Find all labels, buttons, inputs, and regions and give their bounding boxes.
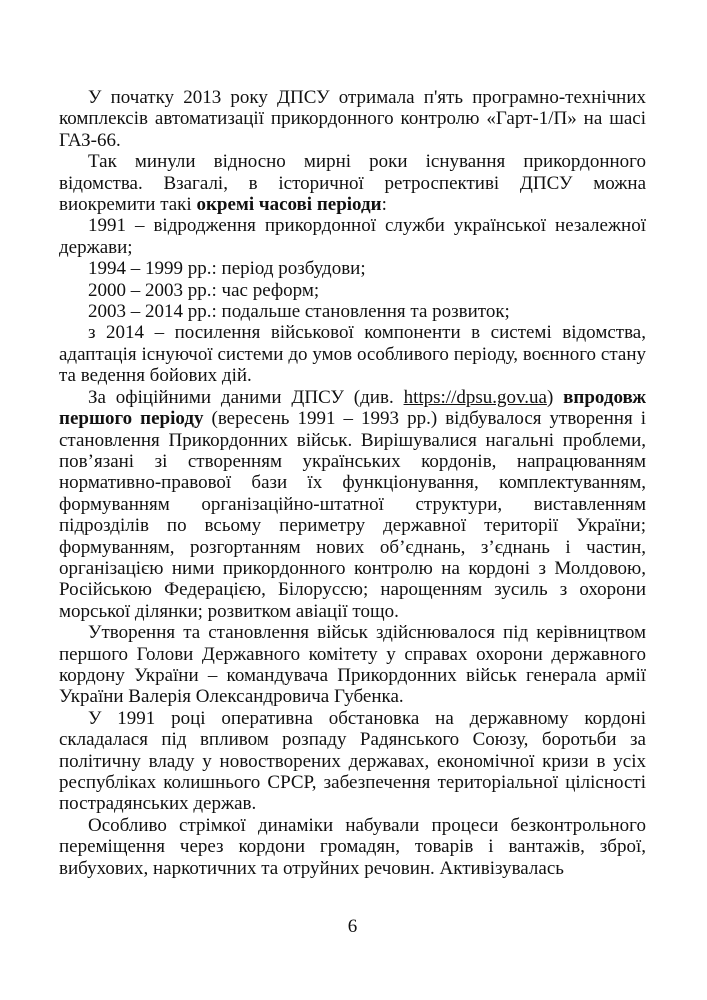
paragraph [59, 301, 646, 322]
paragraph [59, 322, 646, 386]
paragraph [59, 622, 646, 708]
paragraph [59, 815, 646, 879]
paragraph [59, 708, 646, 815]
paragraph [59, 87, 646, 151]
text-run: (вересень 1991 – 1993 рр.) відбувалося утворення і становлення Прикордонних військ. Вирішувалися нагальні проблеми, пов’язані зі створенням українських кордонів, напрацюванням нормативно-правової бази їх функціонування, комплектуванням, формуванням організаційно-штатної структури, виставленням підрозділів по всьому периметру державної території України; формуванням, розгортанням нових об’єднань, з’єднань і частин, організацією ними прикордонного контролю на кордоні з Молдовою, Російською Федерацією, Білоруссю; нарощенням зусиль з охорони морської ділянки; розвитком авіації тощо. [59, 408, 646, 622]
paragraph [59, 387, 646, 622]
paragraph [59, 215, 646, 258]
page-number: 6 [347, 916, 358, 937]
dpsu-link[interactable]: https://dpsu.gov.ua [403, 386, 547, 408]
text-run: У 1991 році оперативна обстановка на державному кордоні складалася під впливом розпаду Радянського Союзу, боротьби за політичну владу у новостворених державах, економічної кризи в усіх республіках колишнього СРСР, забезпечення територіальної цілісності пострадянських держав. [59, 707, 646, 815]
text-run: 1991 – відродження прикордонної служби української незалежної держави; [59, 215, 646, 258]
paragraph [59, 280, 646, 301]
bold-text: окремі часові періоди [196, 194, 382, 216]
text-run: 2003 – 2014 рр.: подальше становлення та розвиток; [88, 301, 510, 323]
text-run: : [381, 194, 387, 216]
paragraph [59, 258, 646, 279]
text-run: Особливо стрімкої динаміки набували процеси безконтрольного переміщення через кордони громадян, товарів і вантажів, зброї, вибухових, наркотичних та отруйних речовин. Активізувалась [59, 814, 646, 879]
text-run: Утворення та становлення військ здійснювалося під керівництвом першого Голови Державного комітету у справах охорони державного кордону України – командувача Прикордонних військ генерала армії України Валерія Олександровича Губенка. [59, 622, 646, 708]
text-run: 1994 – 1999 рр.: період розбудови; [88, 258, 366, 280]
text-run: з 2014 – посилення військової компоненти в системі відомства, адаптація існуючої системи до умов особливого періоду, воєнного стану та ведення бойових дій. [59, 322, 646, 387]
document-body [59, 87, 646, 879]
text-run: ) [546, 386, 564, 408]
bold-text: впродовж першого періоду [59, 386, 646, 430]
text-run: За офіційними даними ДПСУ (див. [88, 386, 404, 408]
text-run: Так минули відносно мирні роки існування прикордонного відомства. Взагалі, в історичної ретроспективі ДПСУ можна виокремити такі [59, 151, 646, 216]
text-run: У початку 2013 року ДПСУ отримала п'ять програмно-технічних комплексів автоматизації прикордонного контролю «Гарт-1/П» на шасі ГАЗ-66. [59, 87, 646, 151]
paragraph [59, 151, 646, 215]
text-run: 2000 – 2003 рр.: час реформ; [88, 279, 320, 301]
